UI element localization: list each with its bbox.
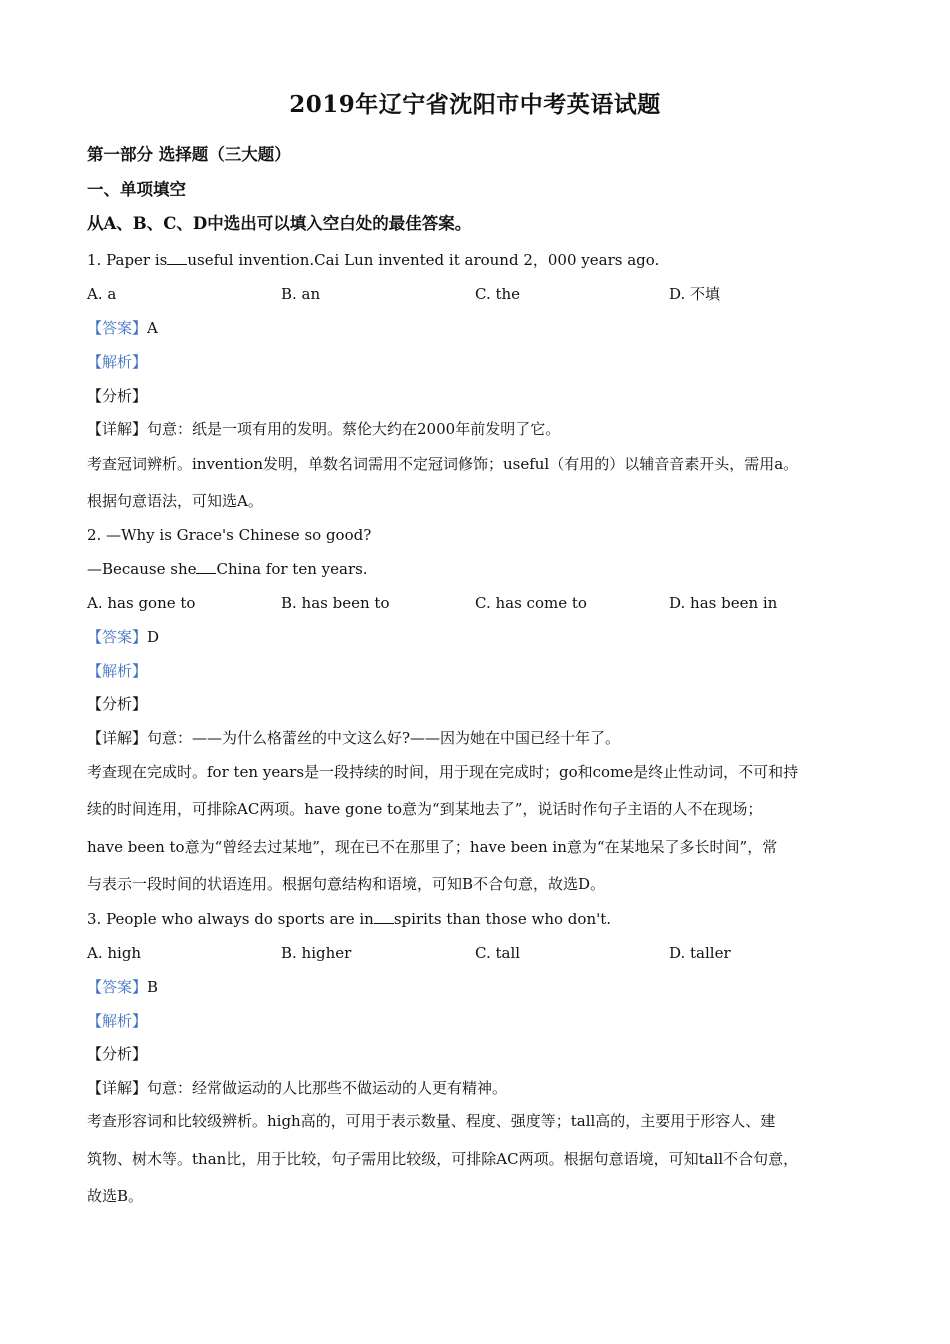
q2-explain-line: 与表示一段时间的状语连用。根据句意结构和语境，可知B不合句意，故选D。 (87, 875, 606, 893)
q3-jiexi-tag: 【解析】 (87, 1012, 148, 1030)
q1-detail: 【详解】句意：纸是一项有用的发明。蔡伦大约在2000年前发明了它。 (87, 420, 561, 438)
q3-option-b: B. higher (281, 944, 352, 962)
answer-blank (196, 558, 216, 574)
q1-option-d: D. 不填 (669, 285, 721, 303)
q2-explain-line: 考查现在完成时。for ten years是一段持续的时间，用于现在完成时；go和come是终止性动词，不可和持 (87, 763, 799, 781)
q3-explain-line: 考查形容词和比较级辨析。high高的，可用于表示数量、程度、强度等；tall高的，主要用于形容人、建 (87, 1112, 776, 1130)
q2-option-a: A. has gone to (87, 594, 196, 612)
answer-blank (167, 249, 187, 265)
q2-option-c: C. has come to (475, 594, 587, 612)
q2-detail: 【详解】句意：——为什么格蕾丝的中文这么好?——因为她在中国已经十年了。 (87, 729, 621, 747)
q2-answer: 【答案】D (87, 628, 160, 646)
q3-explain-line: 故选B。 (87, 1187, 144, 1205)
q2-option-d: D. has been in (669, 594, 778, 612)
q2-explain-line: have been to意为“曾经去过某地”，现在已不在那里了；have been in意为“在某地呆了多长时间”，常 (87, 838, 778, 856)
question-1-stem: 1. Paper is useful invention.Cai Lun invented it around 2，000 years ago. (87, 251, 660, 269)
question-2-stem: 2. —Why is Grace's Chinese so good? (87, 526, 372, 544)
q1-answer: 【答案】A (87, 319, 158, 337)
part-heading: 第一部分 选择题（三大题） (87, 145, 291, 164)
q1-option-b: B. an (281, 285, 321, 303)
q3-option-c: C. tall (475, 944, 521, 962)
section-heading: 一、单项填空 (87, 180, 186, 199)
q1-fenxi-tag: 【分析】 (87, 387, 148, 405)
q1-jiexi-tag: 【解析】 (87, 353, 148, 371)
q3-fenxi-tag: 【分析】 (87, 1045, 148, 1063)
q1-explain-line: 考查冠词辨析。invention发明，单数名词需用不定冠词修饰；useful（有用的）以辅音音素开头，需用a。 (87, 455, 799, 473)
q1-explain-line: 根据句意语法，可知选A。 (87, 492, 263, 510)
q1-option-c: C. the (475, 285, 521, 303)
q3-option-d: D. taller (669, 944, 731, 962)
q3-detail: 【详解】句意：经常做运动的人比那些不做运动的人更有精神。 (87, 1079, 508, 1097)
q3-explain-line: 筑物、树木等。than比，用于比较，句子需用比较级，可排除AC两项。根据句意语境，可知tall不合句意， (87, 1150, 799, 1168)
answer-blank (374, 908, 394, 924)
q1-option-a: A. a (87, 285, 117, 303)
q2-jiexi-tag: 【解析】 (87, 662, 148, 680)
question-3-stem: 3. People who always do sports are in spirits than those who don't. (87, 910, 612, 928)
q2-option-b: B. has been to (281, 594, 390, 612)
question-2-stem-reply: —Because she China for ten years. (87, 560, 368, 578)
q2-fenxi-tag: 【分析】 (87, 695, 148, 713)
q3-answer: 【答案】B (87, 978, 159, 996)
q3-option-a: A. high (87, 944, 142, 962)
q2-explain-line: 续的时间连用，可排除AC两项。have gone to意为“到某地去了”，说话时作句子主语的人不在现场； (87, 800, 763, 818)
document-title: 2019年辽宁省沈阳市中考英语试题 (289, 91, 661, 118)
instruction: 从A、B、C、D中选出可以填入空白处的最佳答案。 (87, 214, 472, 233)
